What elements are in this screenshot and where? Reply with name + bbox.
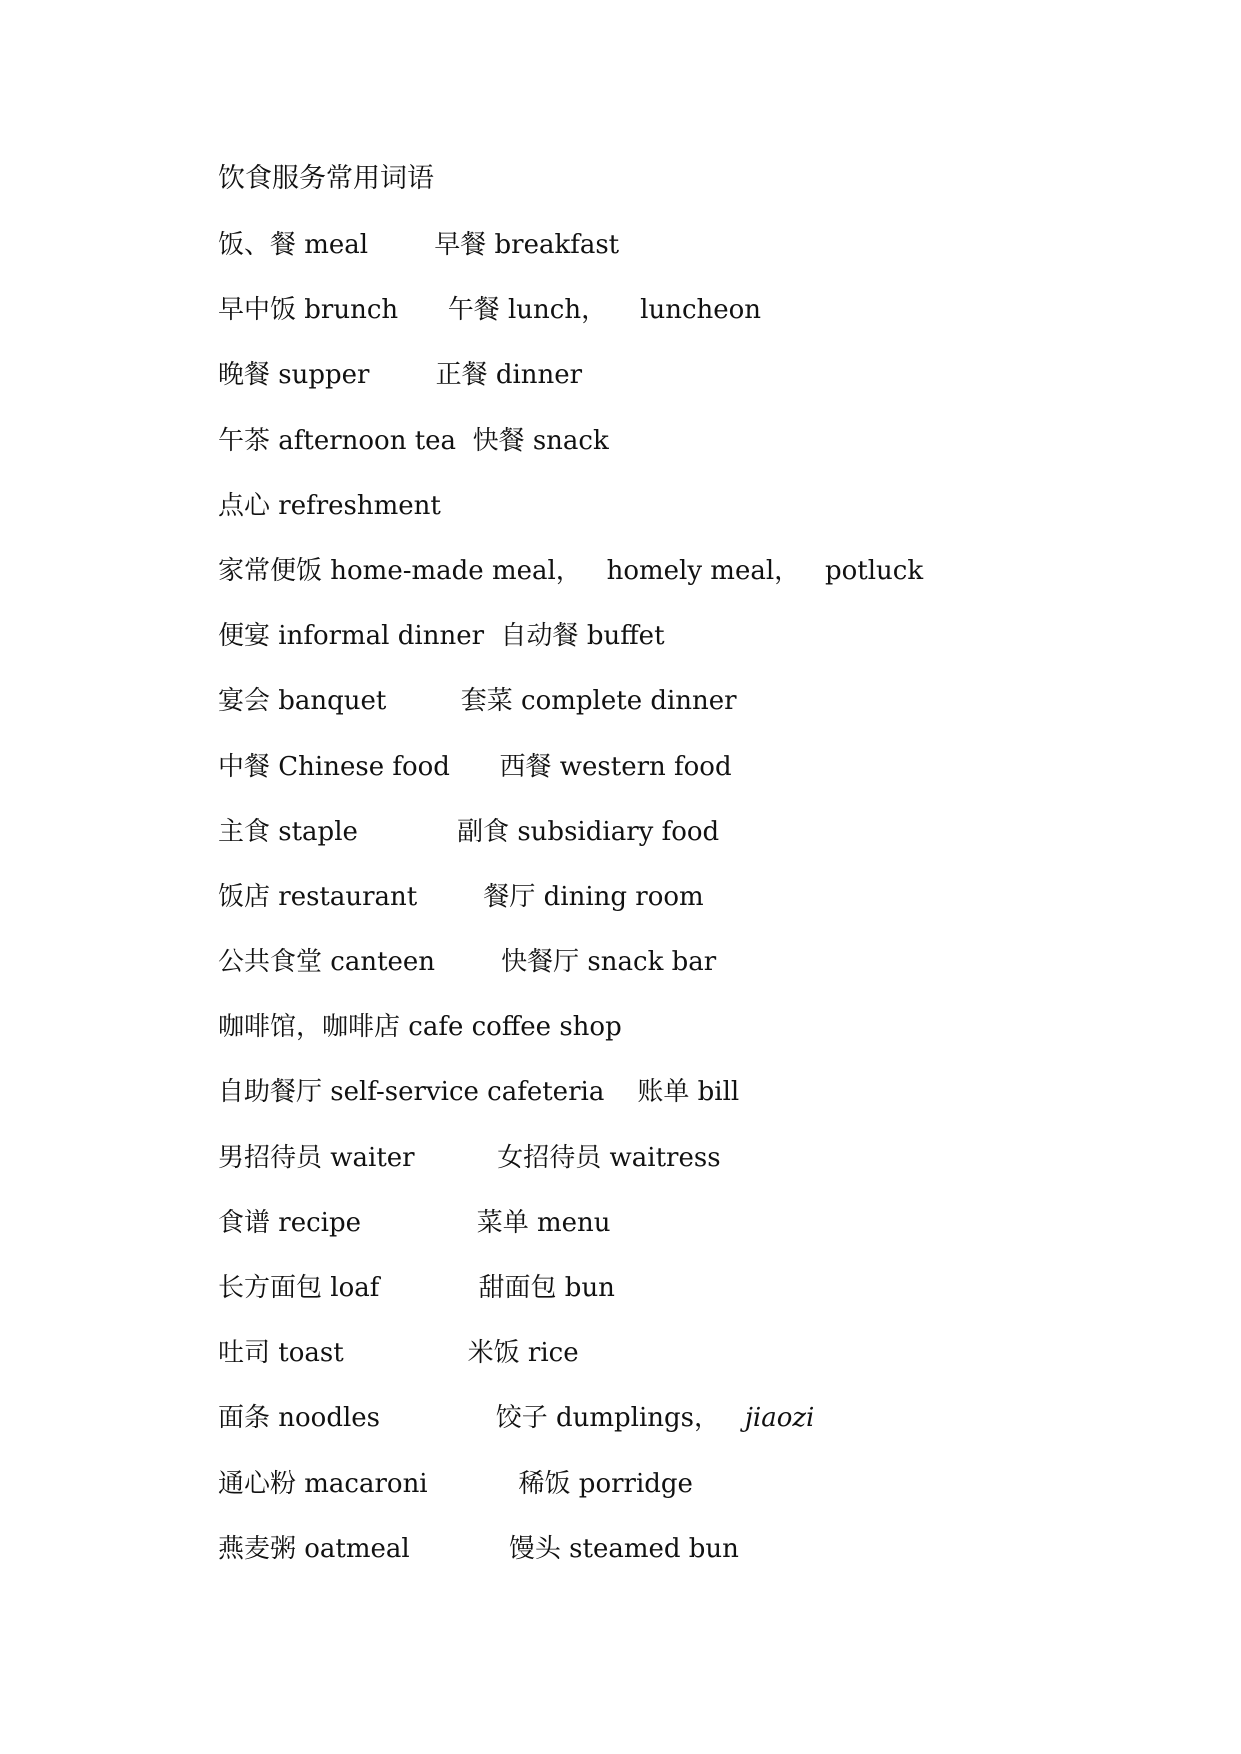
vocab-text: 点心 refreshment (218, 490, 441, 521)
vocab-line (218, 1271, 1118, 1336)
vocab-text: 家常便饭 home-made meal， homely meal， potluck (218, 555, 924, 586)
vocab-text: 中餐 Chinese food 西餐 western food (218, 751, 732, 782)
vocab-text: 公共食堂 canteen 快餐厅 snack bar (218, 947, 717, 978)
vocab-line (218, 358, 1118, 423)
vocab-line (218, 1141, 1118, 1206)
vocab-text: 男招待员 waiter 女招待员 waitress (218, 1142, 721, 1173)
vocabulary-list (218, 228, 1118, 1597)
vocab-line (218, 554, 1118, 619)
page-title: 饮食服务常用词语 (218, 163, 434, 194)
vocab-line (218, 489, 1118, 554)
vocab-line (218, 684, 1118, 749)
vocab-line (218, 1010, 1118, 1075)
vocab-text: 食谱 recipe 菜单 menu (218, 1207, 611, 1238)
vocab-text: 通心粉 macaroni 稀饭 porridge (218, 1468, 693, 1499)
vocab-text: 长方面包 loaf 甜面包 bun (218, 1273, 615, 1303)
vocab-line (218, 228, 1118, 293)
vocab-text: 主食 staple 副食 subsidiary food (218, 816, 720, 847)
vocab-text: 自助餐厅 self-service cafeteria 账单 bill (218, 1077, 740, 1108)
vocab-line (218, 750, 1118, 815)
vocab-text: 晚餐 supper 正餐 dinner (218, 360, 583, 391)
vocab-line (218, 1206, 1118, 1271)
vocab-text: 吐司 toast 米饭 rice (218, 1338, 579, 1369)
vocab-text: 燕麦粥 oatmeal 馒头 steamed bun (218, 1533, 739, 1564)
vocab-line (218, 880, 1118, 945)
vocab-text: 宴会 banquet 套菜 complete dinner (218, 686, 737, 717)
vocab-line (218, 293, 1118, 358)
vocab-term-italic: jiaozi (744, 1403, 815, 1434)
vocab-line (218, 945, 1118, 1010)
vocab-line (218, 1532, 1118, 1597)
vocab-text: 面条 noodles 饺子 dumplings， (218, 1403, 745, 1434)
vocab-text: 早中饭 brunch 午餐 lunch， luncheon (218, 295, 762, 326)
vocab-line (218, 619, 1118, 684)
vocab-text: 饭店 restaurant 餐厅 dining room (218, 881, 704, 912)
vocab-line (218, 1075, 1118, 1140)
vocab-text: 午茶 afternoon tea 快餐 snack (218, 425, 609, 456)
vocab-text: 咖啡馆，咖啡店 cafe coffee shop (218, 1012, 622, 1043)
vocab-line (218, 424, 1118, 489)
vocab-text: 便宴 informal dinner 自动餐 buffet (218, 621, 665, 652)
vocab-text: 饭、餐 meal 早餐 breakfast (218, 230, 620, 260)
vocab-line (218, 1467, 1118, 1532)
vocab-line (218, 815, 1118, 880)
vocab-line (218, 1401, 1118, 1466)
vocab-line (218, 1336, 1118, 1401)
